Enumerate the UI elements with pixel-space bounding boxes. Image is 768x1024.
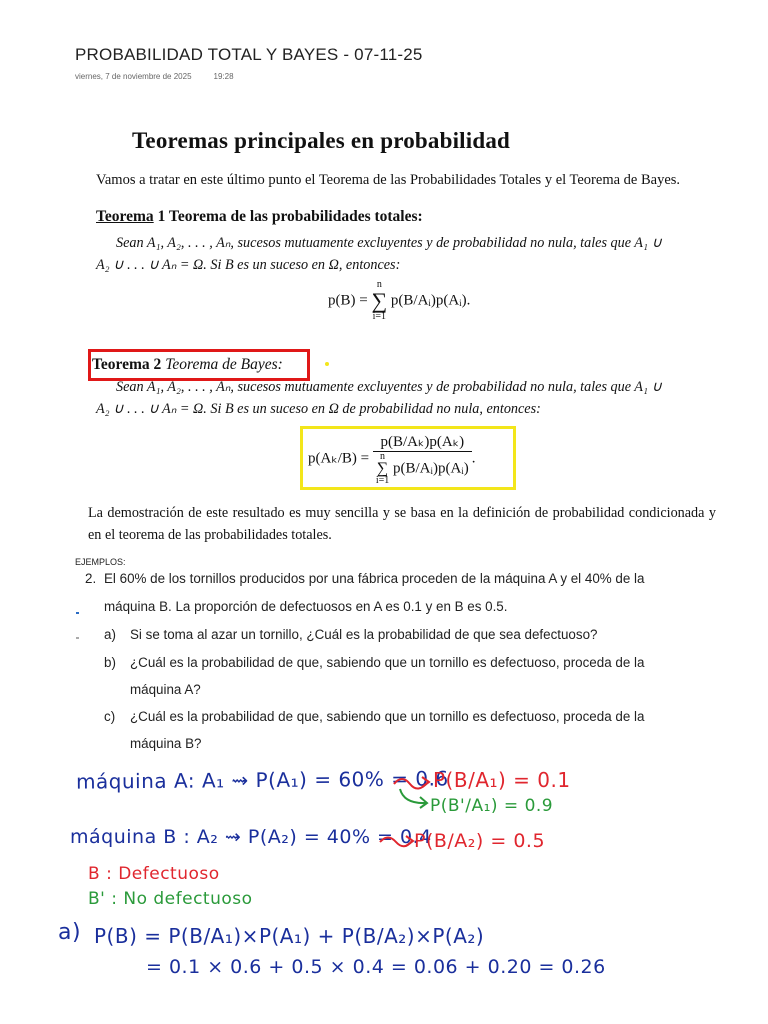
question-text: ¿Cuál es la probabilidad de que, sabiendo que un tornillo es defectuoso, proceda de la — [130, 709, 645, 724]
question-letter: b) — [104, 655, 116, 670]
theorem1-body-line2: A₂ ∪ . . . ∪ Aₙ = Ω. Si B es un suceso en Ω, entonces: — [96, 257, 401, 273]
formula2-denominator — [373, 452, 472, 486]
demonstration-note: La demostración de este resultado es muy sencilla y se basa en la definición de probabilidad condicionada y en el teorema de las probabilidades totales. — [88, 505, 716, 543]
note-time: 19:28 — [213, 72, 234, 81]
excerpt-heading: Teoremas principales en probabilidad — [132, 128, 511, 153]
formula2-fraction — [373, 432, 472, 486]
formula2-sum-top: n — [380, 451, 386, 462]
question-text: ¿Cuál es la probabilidad de que, sabiendo que un tornillo es defectuoso, proceda de la — [130, 655, 645, 670]
theorem1-body — [96, 232, 718, 276]
formula1-sum: n ∑ i=1 — [371, 279, 388, 322]
excerpt-intro: Vamos a tratar en este último punto el Teorema de las Probabilidades Totales y el Teorema de Bayes. — [96, 172, 681, 188]
handwritten-pb-a2: P(B/A₂) = 0.5 — [414, 830, 546, 852]
handwritten-machine-b: máquina B : A₂ ⇝ P(A₂) = 40% = 0.4 — [70, 826, 432, 848]
examples-label: EJEMPLOS: — [75, 557, 126, 567]
theorem1-heading — [96, 208, 423, 226]
margin-marker — [76, 612, 79, 614]
formula1-lhs: p(B) = — [328, 292, 372, 309]
question-text: Si se toma al azar un tornillo, ¿Cuál es la probabilidad de que sea defectuoso? — [130, 627, 598, 642]
theorem2-name: Teorema de Bayes: — [165, 356, 283, 373]
formula2-numerator: p(B/Aₖ)p(Aₖ) — [373, 432, 472, 452]
note-timestamp — [75, 72, 234, 81]
question-text: máquina A? — [130, 682, 201, 697]
theorem2-body-line2: A₂ ∪ . . . ∪ Aₙ = Ω. Si B es un suceso en Ω de probabilidad no nula, entonces: — [96, 401, 541, 417]
handwritten-def-b-prime: B' : No defectuoso — [88, 889, 253, 909]
handwritten-def-b: B : Defectuoso — [88, 864, 220, 884]
theorem2-label: Teorema 2 — [92, 356, 162, 373]
note-title: PROBABILIDAD TOTAL Y BAYES - 07-11-25 — [75, 45, 423, 64]
theorem2-body — [96, 376, 718, 420]
handwritten-solution-line2: = 0.1 × 0.6 + 0.5 × 0.4 = 0.06 + 0.20 = 0.26 — [146, 956, 606, 978]
handwritten-solution-label: a) — [58, 920, 82, 945]
theorem1-label: Teorema — [96, 208, 154, 225]
green-arrow-icon — [396, 786, 432, 812]
formula2-sum: n ∑ i=1 — [375, 451, 390, 486]
theorem2-body-line1: Sean A₁, A₂, . . . , Aₙ, sucesos mutuamente excluyentes y de probabilidad no nula, tales que A₁ ∪ — [116, 379, 662, 395]
example-number: 2. — [85, 571, 97, 586]
theorem1-body-line1: Sean A₁, A₂, . . . , Aₙ, sucesos mutuamente excluyentes y de probabilidad no nula, tales que A₁ ∪ — [116, 235, 662, 251]
theorem1-number: 1 — [157, 208, 166, 225]
red-arrow-icon — [378, 830, 416, 852]
formula1-sum-top: n — [376, 279, 382, 290]
formula2-denominator-text: p(B/Aᵢ)p(Aᵢ) — [393, 460, 469, 477]
handwritten-solution-line1: P(B) = P(B/A₁)×P(A₁) + P(B/A₂)×P(A₂) — [94, 924, 485, 948]
handwritten-pb-a1: P(B/A₁) = 0.1 — [433, 768, 571, 792]
question-letter: c) — [104, 709, 116, 724]
formula2-sum-bottom: i=1 — [375, 475, 390, 486]
margin-marker — [76, 637, 79, 639]
yellow-dot — [325, 362, 329, 366]
handwritten-pb-prime-a1: P(B'/A₁) = 0.9 — [430, 796, 554, 816]
bayes-formula: p(Aₖ/B) = p(B/Aₖ)p(Aₖ) n ∑ i=1 p(B/Aᵢ)p(Aᵢ) . — [308, 434, 476, 486]
question-letter: a) — [104, 627, 116, 642]
example-line2: máquina B. La proporción de defectuosos en A es 0.1 y en B es 0.5. — [104, 599, 508, 614]
theorem2-heading — [92, 356, 283, 374]
total-probability-formula — [328, 280, 470, 322]
theorem1-name: Teorema de las probabilidades totales: — [168, 208, 423, 225]
formula2-lhs: p(Aₖ/B) = — [308, 450, 373, 467]
formula1-sum-bottom: i=1 — [372, 311, 387, 322]
example-line1: El 60% de los tornillos producidos por una fábrica proceden de la máquina A y el 40% de la — [104, 571, 645, 586]
handwritten-machine-a: máquina A: A₁ ⇝ P(A₁) = 60% = 0.6 — [75, 766, 449, 794]
note-date: viernes, 7 de noviembre de 2025 — [75, 72, 192, 81]
formula1-rhs: p(B/Aᵢ)p(Aᵢ). — [390, 292, 471, 309]
question-text: máquina B? — [130, 736, 202, 751]
